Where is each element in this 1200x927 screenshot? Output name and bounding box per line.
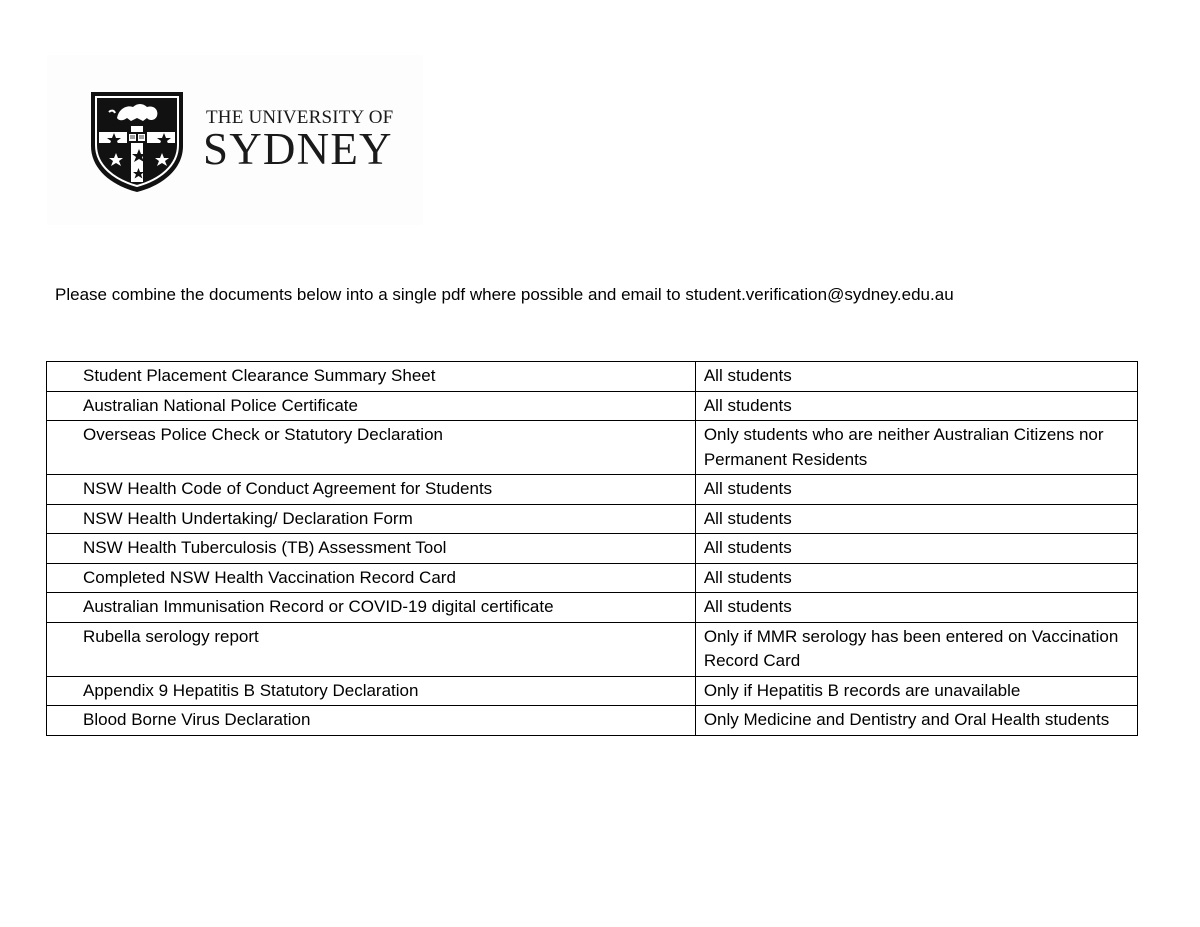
- document-name-cell: Overseas Police Check or Statutory Declaration: [47, 421, 696, 475]
- table-row: [47, 622, 1138, 676]
- table-row: [47, 475, 1138, 505]
- applies-to-cell: All students: [695, 563, 1137, 593]
- document-name-cell: Australian Immunisation Record or COVID-19 digital certificate: [47, 593, 696, 623]
- table-row: [47, 391, 1138, 421]
- logo-text-line2: SYDNEY: [203, 124, 393, 174]
- table-row: [47, 504, 1138, 534]
- document-name-cell: NSW Health Code of Conduct Agreement for Students: [47, 475, 696, 505]
- document-name-cell: NSW Health Undertaking/ Declaration Form: [47, 504, 696, 534]
- documents-table: [46, 361, 1138, 736]
- applies-to-cell: Only students who are neither Australian Citizens nor Permanent Residents: [695, 421, 1137, 475]
- table-row: [47, 534, 1138, 564]
- table-row: [47, 593, 1138, 623]
- university-logo: [47, 55, 423, 225]
- document-name-cell: Completed NSW Health Vaccination Record Card: [47, 563, 696, 593]
- document-name-cell: Appendix 9 Hepatitis B Statutory Declaration: [47, 676, 696, 706]
- university-crest-icon: [87, 88, 187, 194]
- logo-text-line1: THE UNIVERSITY OF: [206, 107, 394, 128]
- applies-to-cell: All students: [695, 391, 1137, 421]
- document-name-cell: NSW Health Tuberculosis (TB) Assessment Tool: [47, 534, 696, 564]
- applies-to-cell: All students: [695, 362, 1137, 392]
- table-row: [47, 421, 1138, 475]
- applies-to-cell: All students: [695, 475, 1137, 505]
- document-name-cell: Blood Borne Virus Declaration: [47, 706, 696, 736]
- applies-to-cell: All students: [695, 534, 1137, 564]
- applies-to-cell: Only Medicine and Dentistry and Oral Health students: [695, 706, 1137, 736]
- applies-to-cell: Only if MMR serology has been entered on Vaccination Record Card: [695, 622, 1137, 676]
- instruction-text: Please combine the documents below into a single pdf where possible and email to student.verification@sydney.edu.au: [55, 285, 954, 304]
- document-name-cell: Rubella serology report: [47, 622, 696, 676]
- applies-to-cell: Only if Hepatitis B records are unavailable: [695, 676, 1137, 706]
- table-row: [47, 706, 1138, 736]
- applies-to-cell: All students: [695, 593, 1137, 623]
- applies-to-cell: All students: [695, 504, 1137, 534]
- table-row: [47, 676, 1138, 706]
- table-row: [47, 563, 1138, 593]
- document-name-cell: Student Placement Clearance Summary Sheet: [47, 362, 696, 392]
- table-row: [47, 362, 1138, 392]
- document-name-cell: Australian National Police Certificate: [47, 391, 696, 421]
